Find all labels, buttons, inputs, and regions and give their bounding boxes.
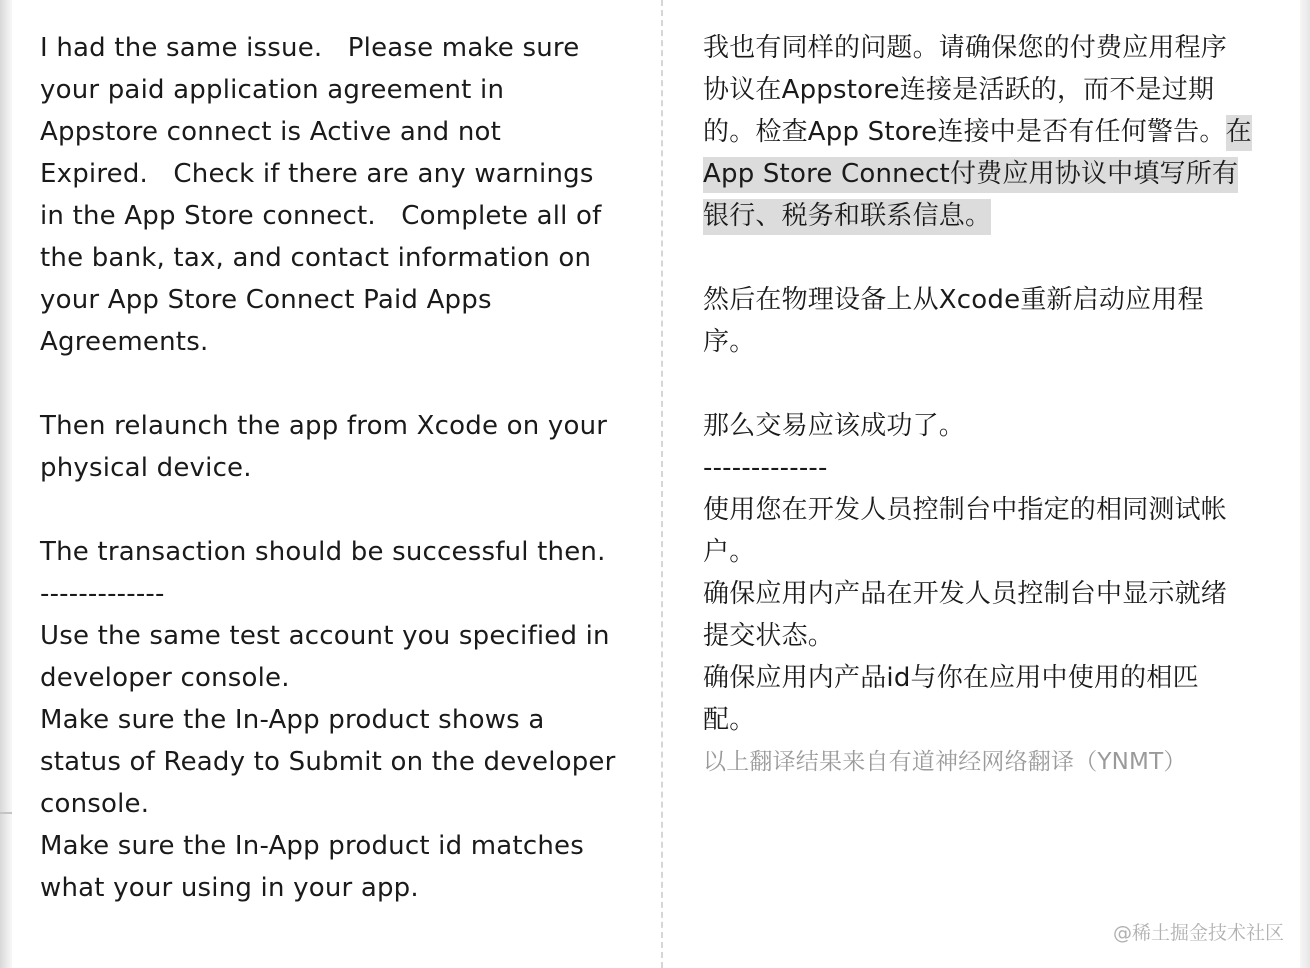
text-line: Make sure the In-App product id matches <box>40 831 584 861</box>
window-left-edge <box>0 0 12 968</box>
text-line-selected <box>703 153 1288 195</box>
text-line: the bank, tax, and contact information on <box>40 243 592 273</box>
translation-source-note: 以上翻译结果来自有道神经网络翻译（YNMT） <box>703 749 1187 775</box>
text-line: I had the same issue. Please make sure <box>40 33 580 63</box>
separator-line: ------------- <box>703 453 828 483</box>
text-line: 提交状态。 <box>703 621 835 651</box>
text-line: your paid application agreement in <box>40 75 505 105</box>
text-line: 我也有同样的问题。请确保您的付费应用程序 <box>703 33 1228 63</box>
text-line-with-selection <box>703 111 1288 153</box>
text-line: Expired. Check if there are any warnings <box>40 159 594 189</box>
text-line: 户。 <box>703 537 756 567</box>
pane-divider <box>661 0 663 968</box>
text-line: what your using in your app. <box>40 873 419 903</box>
text-line: 那么交易应该成功了。 <box>703 411 966 441</box>
separator-line: ------------- <box>40 579 165 609</box>
text-line: Use the same test account you specified in <box>40 621 610 651</box>
text-line: 确保应用内产品在开发人员控制台中显示就绪 <box>703 579 1228 609</box>
text-line: 配。 <box>703 705 756 735</box>
text-line: 序。 <box>703 327 756 357</box>
paragraph-gap <box>40 363 640 405</box>
paragraph-gap <box>703 237 1288 279</box>
text-line: 然后在物理设备上从Xcode重新启动应用程 <box>703 285 1204 315</box>
window-right-edge <box>1300 0 1310 968</box>
text-line: console. <box>40 789 150 819</box>
translation-pane <box>703 27 1288 783</box>
original-text-pane <box>40 27 640 909</box>
text-line: Make sure the In-App product shows a <box>40 705 545 735</box>
text-line: developer console. <box>40 663 290 693</box>
text-line: status of Ready to Submit on the developer <box>40 747 616 777</box>
text-line: Then relaunch the app from Xcode on your <box>40 411 608 441</box>
selected-text[interactable]: App Store Connect付费应用协议中填写所有 <box>703 157 1238 193</box>
text-line: 使用您在开发人员控制台中指定的相同测试帐 <box>703 495 1228 525</box>
text-line: your App Store Connect Paid Apps <box>40 285 492 315</box>
paragraph-gap <box>40 489 640 531</box>
watermark: @稀土掘金技术社区 <box>1112 922 1284 944</box>
paragraph-gap <box>703 363 1288 405</box>
selected-text[interactable]: 银行、税务和联系信息。 <box>703 199 991 235</box>
text-line: in the App Store connect. Complete all of <box>40 201 602 231</box>
edge-notch <box>0 812 12 814</box>
text-segment: 的。检查App Store连接中是否有任何警告。 <box>703 117 1226 147</box>
text-line: Agreements. <box>40 327 209 357</box>
text-line: The transaction should be successful then. <box>40 537 606 567</box>
text-line-selected <box>703 195 1288 237</box>
text-line: Appstore connect is Active and not <box>40 117 502 147</box>
text-line: physical device. <box>40 453 252 483</box>
selected-text[interactable]: 在 <box>1226 115 1252 151</box>
text-line: 协议在Appstore连接是活跃的，而不是过期 <box>703 75 1215 105</box>
text-line: 确保应用内产品id与你在应用中使用的相匹 <box>703 663 1199 693</box>
